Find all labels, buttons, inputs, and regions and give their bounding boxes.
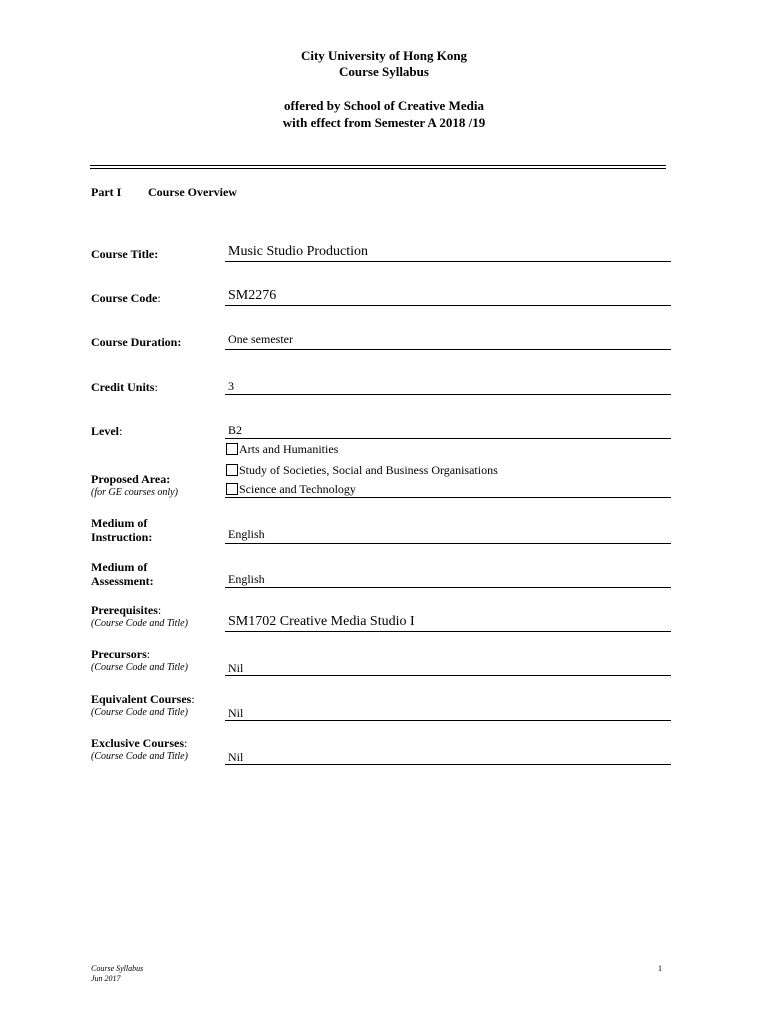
exclusive-courses-line xyxy=(225,764,671,765)
course-duration-label: Course Duration: xyxy=(91,335,182,349)
page-number: 1 xyxy=(658,964,662,973)
level-line xyxy=(225,438,671,439)
medium-instruction-label: Medium of Instruction: xyxy=(91,516,153,544)
footer-date: Jun 2017 xyxy=(91,974,121,983)
part-number: Part I xyxy=(91,185,122,199)
header-rule-bottom xyxy=(90,168,666,169)
equivalent-courses-line xyxy=(225,720,671,721)
precursors-label: Precursors: (Course Code and Title) xyxy=(91,647,188,673)
area-option-societies[interactable]: Study of Societies, Social and Business Organisations xyxy=(226,463,498,477)
header-rule-top xyxy=(90,165,666,166)
level-value: B2 xyxy=(228,423,243,437)
medium-instruction-value: English xyxy=(228,527,265,541)
level-label: Level: xyxy=(91,424,123,438)
document-type: Course Syllabus xyxy=(339,64,429,79)
proposed-area-note: (for GE courses only) xyxy=(91,487,178,498)
credit-units-line xyxy=(225,394,671,395)
effective-semester: with effect from Semester A 2018 /19 xyxy=(282,115,486,130)
credit-units-value: 3 xyxy=(228,379,234,393)
prerequisites-value: SM1702 Creative Media Studio I xyxy=(228,614,415,629)
course-code-value: SM2276 xyxy=(228,288,277,303)
medium-assessment-line xyxy=(225,587,671,588)
prerequisites-line xyxy=(225,631,671,632)
course-duration-value: One semester xyxy=(228,332,293,346)
credit-units-label: Credit Units: xyxy=(91,380,158,394)
medium-assessment-value: English xyxy=(228,572,265,586)
checkbox-icon[interactable] xyxy=(226,443,238,455)
footer-doc-name: Course Syllabus xyxy=(91,964,144,973)
equivalent-courses-value: Nil xyxy=(228,706,244,720)
checkbox-icon[interactable] xyxy=(226,464,238,476)
course-title-label: Course Title: xyxy=(91,247,159,261)
medium-instruction-line xyxy=(225,543,671,544)
part-title: Course Overview xyxy=(148,185,237,199)
equivalent-courses-label: Equivalent Courses: (Course Code and Title) xyxy=(91,692,195,718)
course-title-line xyxy=(225,261,671,262)
proposed-area-line xyxy=(225,497,671,498)
precursors-value: Nil xyxy=(228,661,244,675)
offered-by: offered by School of Creative Media xyxy=(284,98,484,113)
university-name: City University of Hong Kong xyxy=(300,48,468,63)
course-duration-line xyxy=(225,349,671,350)
precursors-line xyxy=(225,675,671,676)
area-option-arts[interactable]: Arts and Humanities xyxy=(226,442,338,456)
proposed-area-label: Proposed Area: (for GE courses only) xyxy=(91,472,178,498)
medium-assessment-label: Medium of Assessment: xyxy=(91,560,154,588)
checkbox-icon[interactable] xyxy=(226,483,238,495)
footer xyxy=(91,964,143,984)
exclusive-courses-value: Nil xyxy=(228,750,244,764)
exclusive-courses-label: Exclusive Courses: (Course Code and Title) xyxy=(91,736,188,762)
course-code-label: Course Code: xyxy=(91,291,161,305)
prerequisites-label: Prerequisites: (Course Code and Title) xyxy=(91,603,188,629)
course-code-line xyxy=(225,305,671,306)
course-title-value: Music Studio Production xyxy=(228,244,369,259)
area-option-science[interactable]: Science and Technology xyxy=(226,482,356,496)
